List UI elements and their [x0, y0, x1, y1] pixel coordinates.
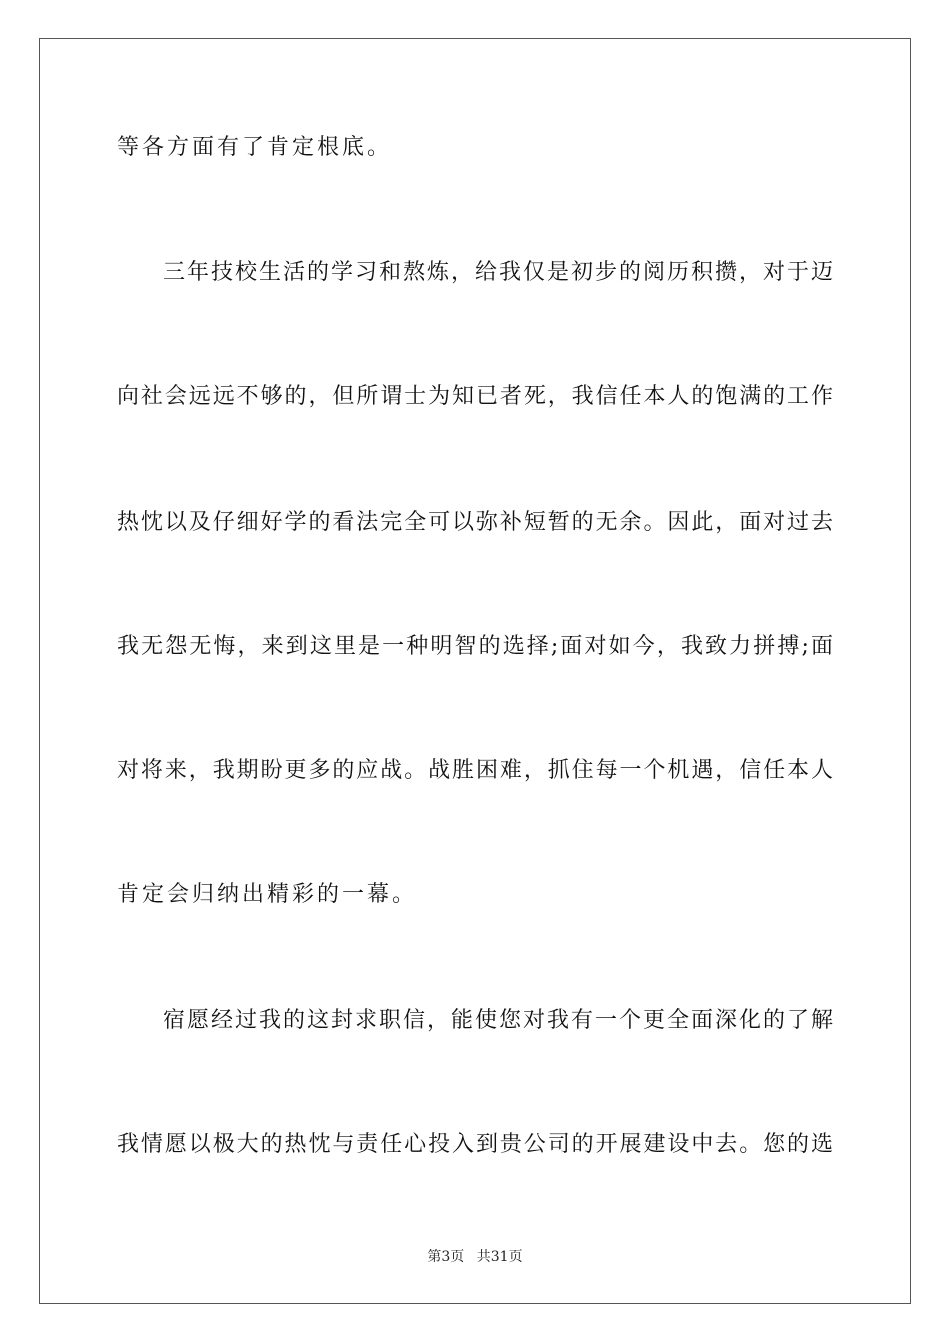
- paragraph-line: 等各方面有了肯定根底。: [117, 135, 393, 160]
- page-total: 共31页: [476, 1249, 523, 1265]
- page-footer: [0, 1248, 950, 1266]
- paragraph-line: 向社会远远不够的，但所谓士为知已者死，我信任本人的饱满的工作: [117, 384, 833, 409]
- paragraph-line: 肯定会归纳出精彩的一幕。: [117, 882, 418, 907]
- paragraph-line: 热忱以及仔细好学的看法完全可以弥补短暂的无余。因此，面对过去: [117, 510, 833, 535]
- page-number: 第3页: [427, 1249, 465, 1265]
- page-border: [39, 38, 911, 1304]
- paragraph-line: 三年技校生活的学习和熬炼，给我仅是初步的阅历积攒，对于迈: [163, 260, 833, 285]
- paragraph-line: 我情愿以极大的热忱与责任心投入到贵公司的开展建设中去。您的选: [117, 1132, 833, 1157]
- paragraph-line: 我无怨无悔，来到这里是一种明智的选择;面对如今，我致力拼搏;面: [117, 634, 833, 659]
- paragraph-line: 宿愿经过我的这封求职信，能使您对我有一个更全面深化的了解: [163, 1008, 833, 1033]
- paragraph-line: 对将来，我期盼更多的应战。战胜困难，抓住每一个机遇，信任本人: [117, 758, 833, 783]
